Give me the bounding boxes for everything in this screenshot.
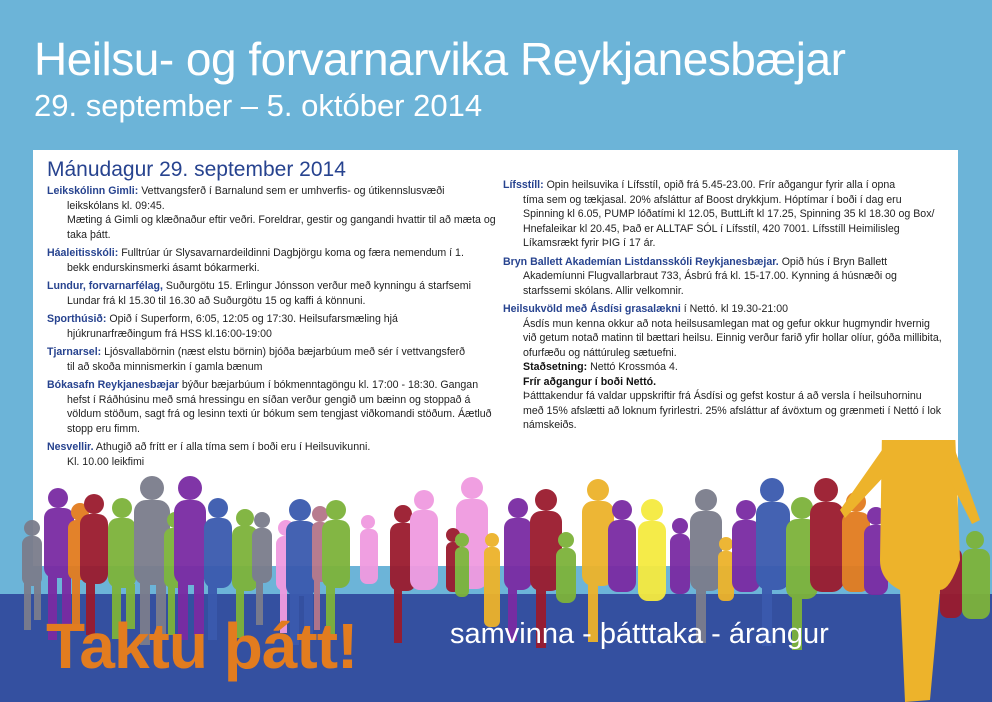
- poster-dates: 29. september – 5. október 2014: [34, 88, 483, 123]
- schedule-entry: [47, 279, 497, 308]
- entry-text: Ljósvallabörnin (næst elstu börnin) bjóða bæjarbúum með sér í vettvangsferð: [101, 346, 466, 358]
- schedule-entry: [503, 178, 943, 251]
- entry-free-admission: Frír aðgangur í boði Nettó.: [523, 375, 657, 388]
- entry-continuation: Akademíunni Flugvallarbraut 733, Ásbrú frá kl. 15-17.00. Kynning á húsnæði og starfssemi skólans. Allir velkomnir.: [523, 270, 897, 297]
- location-label: Staðsetning:: [523, 361, 588, 373]
- entry-name: Nesvellir.: [47, 441, 94, 453]
- entry-location: [503, 360, 943, 375]
- day-heading: Mánudagur 29. september 2014: [47, 158, 346, 181]
- entry-continuation: Ásdís mun kenna okkur að nota heilsusamlegan mat og gefur okkur hugmyndir hvernig við getum notað matinn til bættari heilsu. Einnig verður farið yfir hollar olíur, góða millibita, ofurfæðu og náttúruleg sætuefni.: [523, 317, 942, 359]
- call-to-action: Taktu þátt!: [46, 610, 358, 682]
- entry-name: Tjarnarsel:: [47, 346, 102, 358]
- schedule-entry: [47, 378, 497, 436]
- entry-text: býður bæjarbúum í bókmenntagöngu kl. 17:00 - 18:30. Gangan: [178, 379, 479, 391]
- entry-name: Bryn Ballett Akademían Listdansskóli Reykjanesbæjar.: [503, 255, 779, 268]
- entry-continuation: hjúkrunarfræðingum frá HSS kl.16:00-19:00: [67, 327, 272, 340]
- entry-continuation: hefst í Ráðhúsinu með smá hressingu en síðan verður gengið um bæinn og stoppað á völdum stöðum, sagt frá og lesinn texti úr bókum sem tengjast viðkomandi stöðum. Áætluð stopp eru fimm.: [67, 393, 492, 435]
- entry-name: Háaleitisskóli:: [47, 247, 119, 259]
- schedule-entry: [47, 246, 497, 275]
- schedule-entry: [47, 184, 497, 242]
- entry-text: í Nettó. kl 19.30-21:00: [680, 303, 788, 315]
- entry-name: Sporthúsið:: [47, 313, 107, 325]
- schedule-entry: [503, 302, 943, 433]
- schedule-entry: [503, 255, 943, 299]
- entry-continuation: Lundar frá kl 15.30 til 16.30 að Suðurgötu 15 og kaffi á könnuni.: [67, 294, 366, 307]
- location-value: Nettó Krossmóa 4.: [587, 361, 678, 373]
- entry-text: Athugið að frítt er í alla tíma sem í boði eru í Heilsuvikunni.: [93, 441, 371, 453]
- entry-continuation: bekk endurskinsmerki ásamt bókarmerki.: [67, 261, 260, 274]
- entry-name: Bókasafn Reykjanesbæjar: [47, 379, 179, 391]
- entry-name: Lífsstíll:: [503, 179, 544, 191]
- slogan: samvinna - þátttaka - árangur: [450, 618, 829, 650]
- schedule-entry: [47, 345, 497, 374]
- entry-name: Heilsukvöld með Ásdísi grasalækni: [503, 303, 681, 315]
- entry-final-note: Þátttakendur fá valdar uppskriftir frá Ásdísi og gefst kostur á að versla í heilsuhorninu með 15% afslætti að loknum fyrirlestri. 25% afsláttur af ávöxtum og grænmeti í Nettó í lok námskeiðs.: [523, 390, 942, 431]
- entry-continuation: til að skoða minnismerkin í gamla bænum: [67, 360, 263, 373]
- entry-text: Fulltrúar úr Slysavarnardeildinni Dagbjörgu koma og færa nemendum í 1.: [118, 247, 464, 259]
- entry-extra: Mæting á Gimli og klæðnaður eftir veðri. Foreldrar, gestir og gangandi hvattir til að mæta og taka þátt.: [67, 214, 496, 241]
- entry-text: Suðurgötu 15. Erlingur Jónsson verður með kynningu á starfsemi: [162, 280, 471, 292]
- schedule-left-column: [47, 158, 497, 473]
- entry-name: Leikskólinn Gimli:: [47, 185, 139, 197]
- schedule-right-column: [503, 178, 943, 437]
- entry-continuation: leikskólans kl. 09:45.: [67, 199, 165, 212]
- schedule-entry: [47, 312, 497, 341]
- entry-text: Opið hús í Bryn Ballett: [778, 255, 888, 268]
- entry-text: Vettvangsferð í Barnalund sem er umhverfis- og útikennslusvæði: [138, 185, 445, 197]
- poster-title: Heilsu- og forvarnarvika Reykjanesbæjar: [34, 33, 846, 85]
- entry-continuation: Kl. 10.00 leikfimi: [67, 455, 145, 468]
- entry-continuation: tíma sem og tækjasal. 20% afsláttur af Boost drykkjum. Hóptímar í boði í dag eru Spinning kl 6.05, PUMP lóðatími kl 12.05, ButtLift kl 17.25, Spinning 35 kl 18.30 og Box/ Hnefaleikar kl 20.45, Það er ALLTAF SÓL í Lífsstíl, 420 7001. Lífsstíll Heimilisleg Líkamsrækt fyrir ÞIG í 17 ár.: [523, 193, 935, 249]
- entry-name: Lundur, forvarnarfélag,: [47, 280, 163, 292]
- entry-text: Opið í Superform, 6:05, 12:05 og 17:30. Heilsufarsmæling hjá: [106, 313, 398, 325]
- entry-text: Opin heilsuvika í Lífsstíl, opið frá 5.45-23.00. Frír aðgangur fyrir alla í opna: [543, 179, 896, 191]
